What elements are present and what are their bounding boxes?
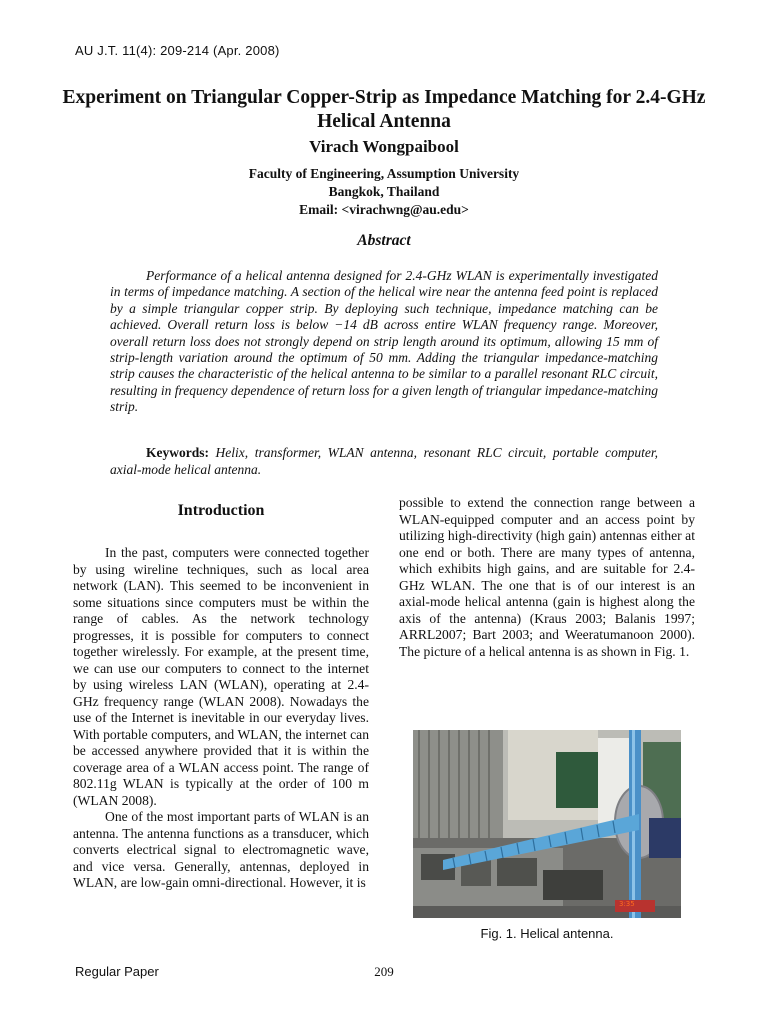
abstract-heading: Abstract (357, 232, 411, 249)
photo-timestamp: 3:35 (619, 900, 635, 908)
keywords-text: Helix, transformer, WLAN antenna, resonant RLC circuit, portable computer, axial-mode helical antenna. (110, 445, 658, 477)
footer-label: Regular Paper (75, 964, 159, 979)
author-name: Virach Wongpaibool (309, 137, 459, 156)
introduction-heading: Introduction (177, 502, 265, 519)
affiliation-block (0, 165, 768, 219)
figure-caption: Fig. 1. Helical antenna. (480, 926, 614, 941)
keywords-label: Keywords: (146, 445, 209, 460)
left-column (73, 545, 369, 892)
introduction-right-paragraph: possible to extend the connection range between a WLAN-equipped computer and an access point by utilizing high-directivity (high gain) antennas either at one end or both. There are many types of antenna, which exhibits high gains, and are suitable for 2.4-GHz WLAN. The one that is of our interest is an axial-mode helical antenna (gain is highest along the axis of the antenna) (Kraus 2003; Balanis 1997; ARRL2007; Bart 2003; and Weeratumanoon 2000). The picture of a helical antenna is as shown in Fig. 1. (399, 495, 695, 659)
introduction-paragraph-1: In the past, computers were connected together by using wireline techniques, such as local area network (LAN). This seemed to be inconvenient in some situations since computers must be within the range of cables. As the network technology progresses, it is possible for computers to connect together wirelessly. For example, at the present time, we can use our computers to connect to the internet by using wireless LAN (WLAN), operating at 2.4-GHz frequency range (WLAN 2008). Nowadays the use of the Internet is inevitable in our everyday lives. With portable computers, and WLAN, the internet can be accessed anywhere provided that it is within the coverage area of a WLAN access point. The range of 802.11g WLAN is typically at the order of 100 m (WLAN 2008). (73, 545, 369, 808)
helical-antenna-photo (413, 730, 681, 918)
affiliation-institution: Faculty of Engineering, Assumption University (248, 166, 520, 181)
keywords-paragraph (110, 444, 658, 478)
affiliation-location: Bangkok, Thailand (328, 184, 440, 199)
right-column (399, 495, 695, 660)
introduction-paragraph-2: One of the most important parts of WLAN is an antenna. The antenna functions as a transducer, which converts electrical signal to electromagnetic wave, and vice versa. Generally, antennas, deployed in WLAN, are low-gain omni-directional. However, it is (73, 809, 369, 890)
page-number: 209 (374, 964, 394, 979)
journal-reference: AU J.T. 11(4): 209-214 (Apr. 2008) (75, 43, 280, 58)
abstract-body: Performance of a helical antenna designed for 2.4-GHz WLAN is experimentally investigated in terms of impedance matching. A section of the helical wire near the antenna feed point is replaced by a simple triangular copper strip. By deploying such technique, impedance matching can be achieved. Overall return loss is below −14 dB across entire WLAN frequency range. Moreover, overall return loss does not strongly depend on strip length around its optimum, allowing 15 mm of strip-length variation around the optimum of 50 mm. Adding the triangular impedance-matching strip causes the characteristic of the helical antenna to be similar to a parallel resonant RLC circuit, resulting in frequency dependence of return loss for a given length of triangular impedance-matching strip. (110, 268, 658, 415)
paper-title: Experiment on Triangular Copper-Strip as Impedance Matching for 2.4-GHz Helical Antenna (62, 87, 706, 132)
author-email: Email: <virachwng@au.edu> (299, 202, 469, 217)
